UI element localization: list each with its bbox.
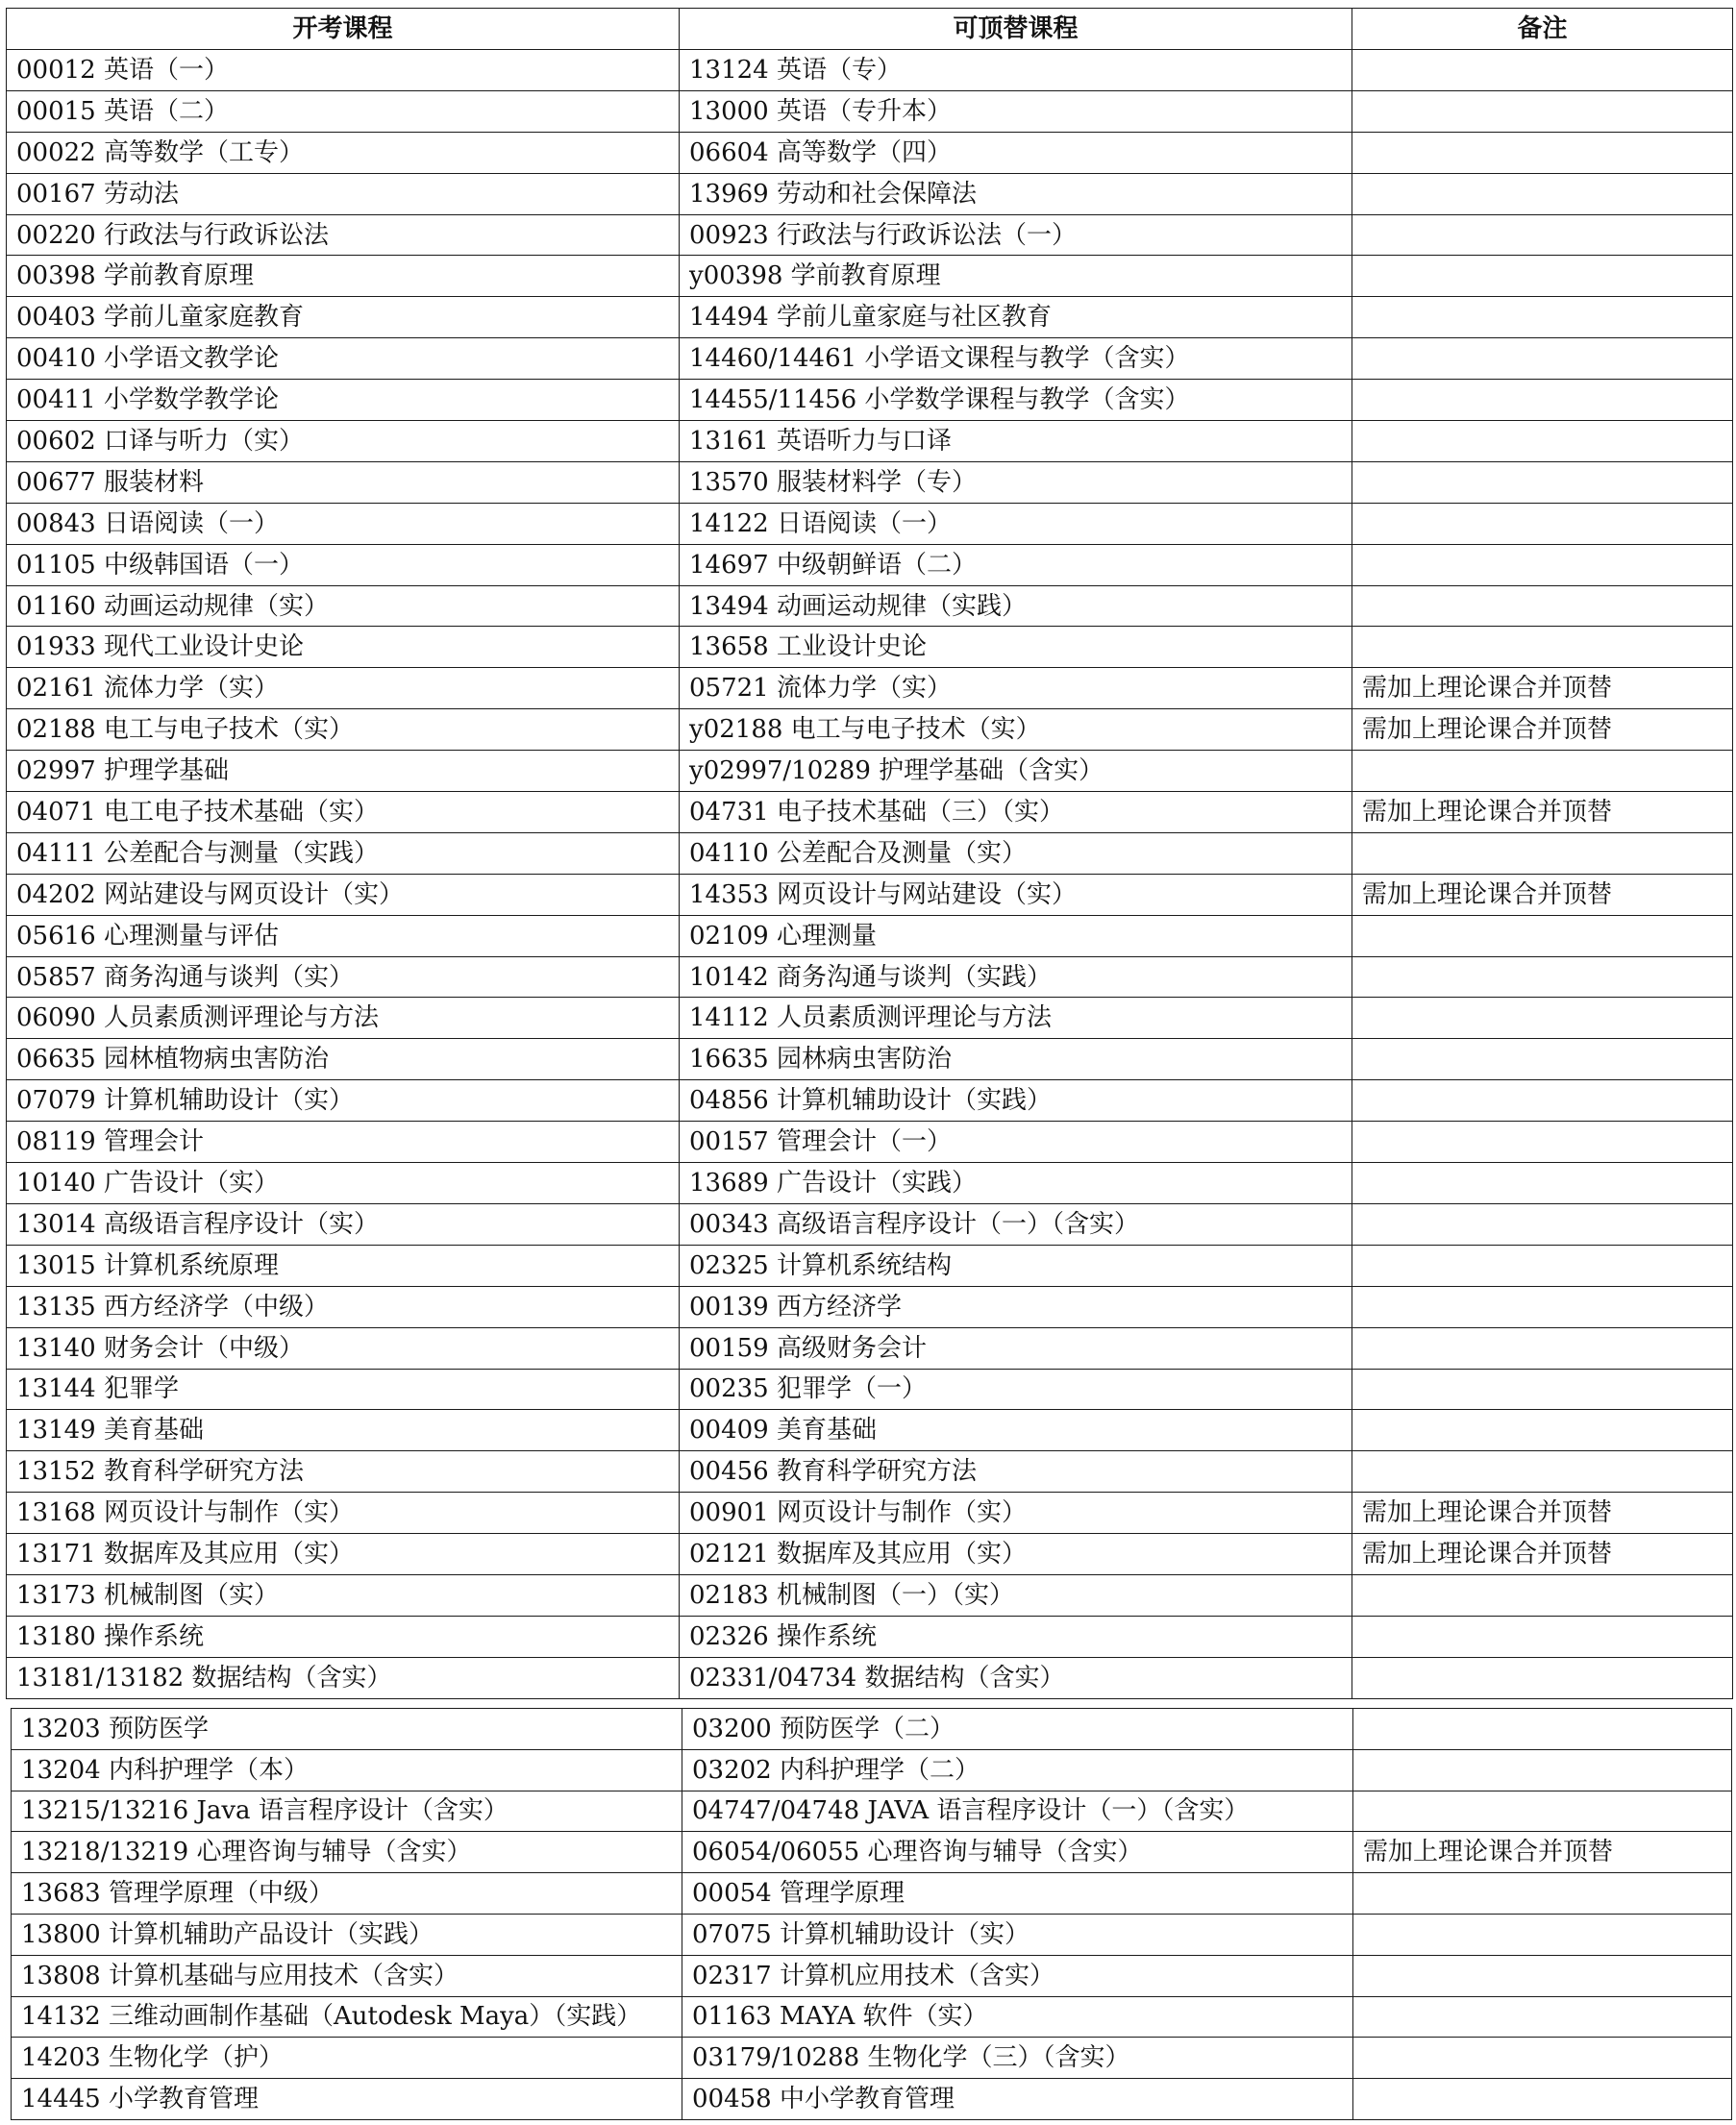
exam-course-cell: 01933 现代工业设计史论 — [7, 627, 680, 668]
table-row — [12, 2079, 1732, 2120]
table-row — [7, 214, 1733, 256]
substitute-course-cell: 06054/06055 心理咨询与辅导（含实） — [682, 1832, 1353, 1873]
substitute-course-cell: 05721 流体力学（实） — [680, 668, 1352, 709]
substitute-course-cell: 00139 西方经济学 — [680, 1286, 1352, 1327]
remarks-cell — [1352, 214, 1733, 256]
remarks-cell: 需加上理论课合并顶替 — [1352, 1534, 1733, 1575]
table-row — [7, 1080, 1733, 1122]
substitute-course-cell: 02317 计算机应用技术（含实） — [682, 1955, 1353, 1996]
substitute-course-cell: 03202 内科护理学（二） — [682, 1749, 1353, 1791]
remarks-cell — [1352, 1369, 1733, 1410]
remarks-cell: 需加上理论课合并顶替 — [1352, 874, 1733, 915]
table-row — [7, 132, 1733, 173]
exam-course-cell: 13173 机械制图（实） — [7, 1574, 680, 1616]
remarks-cell — [1352, 1163, 1733, 1204]
exam-course-cell: 02188 电工与电子技术（实） — [7, 709, 680, 751]
remarks-cell — [1352, 1327, 1733, 1369]
table-row — [7, 1574, 1733, 1616]
substitute-course-cell: 01163 MAYA 软件（实） — [682, 1996, 1353, 2038]
table-row — [12, 1791, 1732, 1832]
table-row — [7, 1122, 1733, 1163]
substitute-course-cell: y02997/10289 护理学基础（含实） — [680, 751, 1352, 792]
remarks-cell — [1352, 1451, 1733, 1493]
remarks-cell — [1352, 1410, 1733, 1451]
exam-course-cell: 13181/13182 数据结构（含实） — [7, 1657, 680, 1698]
substitute-course-cell: 00157 管理会计（一） — [680, 1122, 1352, 1163]
remarks-cell — [1352, 1286, 1733, 1327]
remarks-cell — [1352, 461, 1733, 503]
table-row — [7, 1534, 1733, 1575]
exam-course-cell: 13144 犯罪学 — [7, 1369, 680, 1410]
table-row — [7, 1451, 1733, 1493]
substitute-course-cell: 04731 电子技术基础（三）（实） — [680, 792, 1352, 833]
table-row — [7, 421, 1733, 462]
exam-course-cell: 05616 心理测量与评估 — [7, 915, 680, 956]
table-row — [7, 915, 1733, 956]
remarks-cell — [1353, 2079, 1732, 2120]
exam-course-cell: 13180 操作系统 — [7, 1616, 680, 1657]
remarks-cell — [1352, 1122, 1733, 1163]
table-row — [12, 1749, 1732, 1791]
table-row — [7, 338, 1733, 380]
table-row — [12, 2038, 1732, 2079]
substitute-course-cell: 06604 高等数学（四） — [680, 132, 1352, 173]
substitute-course-cell: 14122 日语阅读（一） — [680, 503, 1352, 544]
exam-course-cell: 04111 公差配合与测量（实践） — [7, 832, 680, 874]
table-row — [7, 380, 1733, 421]
substitute-course-cell: 00054 管理学原理 — [682, 1873, 1353, 1915]
remarks-cell — [1352, 1080, 1733, 1122]
exam-course-cell: 00022 高等数学（工专） — [7, 132, 680, 173]
remarks-cell — [1353, 1996, 1732, 2038]
remarks-cell — [1352, 421, 1733, 462]
exam-course-cell: 08119 管理会计 — [7, 1122, 680, 1163]
exam-course-cell: 00602 口译与听力（实） — [7, 421, 680, 462]
exam-course-cell: 04202 网站建设与网页设计（实） — [7, 874, 680, 915]
remarks-cell: 需加上理论课合并顶替 — [1352, 709, 1733, 751]
substitute-course-cell: 00409 美育基础 — [680, 1410, 1352, 1451]
substitute-course-cell: 02325 计算机系统结构 — [680, 1245, 1352, 1286]
exam-course-cell: 14203 生物化学（护） — [12, 2038, 682, 2079]
exam-course-cell: 13014 高级语言程序设计（实） — [7, 1203, 680, 1245]
substitute-course-cell: 00458 中小学教育管理 — [682, 2079, 1353, 2120]
exam-course-cell: 00167 劳动法 — [7, 173, 680, 214]
remarks-cell: 需加上理论课合并顶替 — [1352, 1493, 1733, 1534]
remarks-cell — [1352, 50, 1733, 91]
remarks-cell — [1352, 956, 1733, 998]
exam-course-cell: 13218/13219 心理咨询与辅导（含实） — [12, 1832, 682, 1873]
exam-course-cell: 01105 中级韩国语（一） — [7, 544, 680, 585]
exam-course-cell: 00411 小学数学教学论 — [7, 380, 680, 421]
exam-course-cell: 13683 管理学原理（中级） — [12, 1873, 682, 1915]
remarks-cell — [1352, 256, 1733, 297]
substitute-course-cell: 00923 行政法与行政诉讼法（一） — [680, 214, 1352, 256]
substitute-course-cell: 02331/04734 数据结构（含实） — [680, 1657, 1352, 1698]
exam-course-cell: 13808 计算机基础与应用技术（含实） — [12, 1955, 682, 1996]
exam-course-cell: 13149 美育基础 — [7, 1410, 680, 1451]
remarks-cell — [1352, 503, 1733, 544]
substitute-course-cell: 00159 高级财务会计 — [680, 1327, 1352, 1369]
substitute-course-cell: 14112 人员素质测评理论与方法 — [680, 998, 1352, 1039]
table-row — [7, 1657, 1733, 1698]
table-row — [12, 1709, 1732, 1750]
exam-course-cell: 13015 计算机系统原理 — [7, 1245, 680, 1286]
table-row — [7, 1245, 1733, 1286]
remarks-cell — [1353, 1914, 1732, 1955]
header-remarks: 备注 — [1352, 9, 1733, 50]
table-row — [7, 751, 1733, 792]
remarks-cell — [1352, 832, 1733, 874]
exam-course-cell: 02161 流体力学（实） — [7, 668, 680, 709]
remarks-cell — [1353, 1955, 1732, 1996]
remarks-cell — [1352, 1657, 1733, 1698]
substitute-course-cell: 14697 中级朝鲜语（二） — [680, 544, 1352, 585]
substitute-course-cell: 00235 犯罪学（一） — [680, 1369, 1352, 1410]
table-row — [7, 792, 1733, 833]
table-row — [7, 1203, 1733, 1245]
table-row — [7, 173, 1733, 214]
course-substitution-table-part-2 — [11, 1708, 1732, 2120]
table-row — [7, 461, 1733, 503]
remarks-cell — [1352, 90, 1733, 132]
exam-course-cell: 00843 日语阅读（一） — [7, 503, 680, 544]
substitute-course-cell: 13494 动画运动规律（实践） — [680, 585, 1352, 627]
exam-course-cell: 02997 护理学基础 — [7, 751, 680, 792]
substitute-course-cell: 13161 英语听力与口译 — [680, 421, 1352, 462]
exam-course-cell: 00398 学前教育原理 — [7, 256, 680, 297]
table-row — [7, 1163, 1733, 1204]
remarks-cell — [1353, 1749, 1732, 1791]
exam-course-cell: 14132 三维动画制作基础（Autodesk Maya）（实践） — [12, 1996, 682, 2038]
table-row — [7, 1039, 1733, 1080]
remarks-cell — [1353, 1873, 1732, 1915]
exam-course-cell: 00012 英语（一） — [7, 50, 680, 91]
remarks-cell — [1353, 2038, 1732, 2079]
substitute-course-cell: 10142 商务沟通与谈判（实践） — [680, 956, 1352, 998]
remarks-cell — [1352, 627, 1733, 668]
table-row — [12, 1873, 1732, 1915]
exam-course-cell: 06090 人员素质测评理论与方法 — [7, 998, 680, 1039]
remarks-cell — [1352, 1574, 1733, 1616]
table-row — [7, 1493, 1733, 1534]
exam-course-cell: 05857 商务沟通与谈判（实） — [7, 956, 680, 998]
substitute-course-cell: 14455/11456 小学数学课程与教学（含实） — [680, 380, 1352, 421]
substitute-course-cell: y02188 电工与电子技术（实） — [680, 709, 1352, 751]
remarks-cell — [1352, 1245, 1733, 1286]
substitute-course-cell: 02183 机械制图（一）（实） — [680, 1574, 1352, 1616]
exam-course-cell: 13140 财务会计（中级） — [7, 1327, 680, 1369]
remarks-cell — [1352, 544, 1733, 585]
substitute-course-cell: 04110 公差配合及测量（实） — [680, 832, 1352, 874]
table-row — [7, 1616, 1733, 1657]
table-row — [7, 1410, 1733, 1451]
table-row — [7, 668, 1733, 709]
exam-course-cell: 13203 预防医学 — [12, 1709, 682, 1750]
table-row — [7, 709, 1733, 751]
remarks-cell — [1352, 915, 1733, 956]
table-row — [7, 1327, 1733, 1369]
remarks-cell — [1352, 585, 1733, 627]
substitute-course-cell: y00398 学前教育原理 — [680, 256, 1352, 297]
remarks-cell — [1352, 380, 1733, 421]
exam-course-cell: 10140 广告设计（实） — [7, 1163, 680, 1204]
exam-course-cell: 13152 教育科学研究方法 — [7, 1451, 680, 1493]
substitute-course-cell: 14460/14461 小学语文课程与教学（含实） — [680, 338, 1352, 380]
table-row — [12, 1914, 1732, 1955]
table-row — [7, 998, 1733, 1039]
substitute-course-cell: 14494 学前儿童家庭与社区教育 — [680, 297, 1352, 338]
header-substitute-course: 可顶替课程 — [680, 9, 1352, 50]
substitute-course-cell: 14353 网页设计与网站建设（实） — [680, 874, 1352, 915]
exam-course-cell: 07079 计算机辅助设计（实） — [7, 1080, 680, 1122]
exam-course-cell: 06635 园林植物病虫害防治 — [7, 1039, 680, 1080]
remarks-cell — [1353, 1791, 1732, 1832]
exam-course-cell: 00403 学前儿童家庭教育 — [7, 297, 680, 338]
table-row — [7, 832, 1733, 874]
exam-course-cell: 14445 小学教育管理 — [12, 2079, 682, 2120]
table-row — [12, 1996, 1732, 2038]
substitute-course-cell: 03200 预防医学（二） — [682, 1709, 1353, 1750]
exam-course-cell: 00015 英语（二） — [7, 90, 680, 132]
substitute-course-cell: 13124 英语（专） — [680, 50, 1352, 91]
table-row — [7, 256, 1733, 297]
exam-course-cell: 13135 西方经济学（中级） — [7, 1286, 680, 1327]
substitute-course-cell: 00901 网页设计与制作（实） — [680, 1493, 1352, 1534]
header-exam-course: 开考课程 — [7, 9, 680, 50]
substitute-course-cell: 02121 数据库及其应用（实） — [680, 1534, 1352, 1575]
substitute-course-cell: 13000 英语（专升本） — [680, 90, 1352, 132]
exam-course-cell: 13171 数据库及其应用（实） — [7, 1534, 680, 1575]
substitute-course-cell: 00456 教育科学研究方法 — [680, 1451, 1352, 1493]
table-row — [7, 627, 1733, 668]
exam-course-cell: 13800 计算机辅助产品设计（实践） — [12, 1914, 682, 1955]
course-substitution-table-part-1 — [6, 8, 1733, 1699]
table-row — [12, 1955, 1732, 1996]
remarks-cell — [1352, 1616, 1733, 1657]
table-row — [7, 90, 1733, 132]
substitute-course-cell: 03179/10288 生物化学（三）（含实） — [682, 2038, 1353, 2079]
remarks-cell — [1352, 1039, 1733, 1080]
table-row — [12, 1832, 1732, 1873]
table-row — [7, 1369, 1733, 1410]
remarks-cell — [1352, 338, 1733, 380]
exam-course-cell: 04071 电工电子技术基础（实） — [7, 792, 680, 833]
substitute-course-cell: 07075 计算机辅助设计（实） — [682, 1914, 1353, 1955]
exam-course-cell: 00677 服装材料 — [7, 461, 680, 503]
remarks-cell — [1352, 173, 1733, 214]
exam-course-cell: 01160 动画运动规律（实） — [7, 585, 680, 627]
table-row — [7, 544, 1733, 585]
exam-course-cell: 13168 网页设计与制作（实） — [7, 1493, 680, 1534]
substitute-course-cell: 13570 服装材料学（专） — [680, 461, 1352, 503]
remarks-cell — [1352, 1203, 1733, 1245]
substitute-course-cell: 02109 心理测量 — [680, 915, 1352, 956]
table-row — [7, 297, 1733, 338]
exam-course-cell: 13204 内科护理学（本） — [12, 1749, 682, 1791]
header-row — [7, 9, 1733, 50]
substitute-course-cell: 13658 工业设计史论 — [680, 627, 1352, 668]
substitute-course-cell: 16635 园林病虫害防治 — [680, 1039, 1352, 1080]
remarks-cell — [1352, 751, 1733, 792]
substitute-course-cell: 13969 劳动和社会保障法 — [680, 173, 1352, 214]
substitute-course-cell: 04856 计算机辅助设计（实践） — [680, 1080, 1352, 1122]
remarks-cell — [1352, 297, 1733, 338]
remarks-cell — [1352, 132, 1733, 173]
table-row — [7, 503, 1733, 544]
substitute-course-cell: 00343 高级语言程序设计（一）（含实） — [680, 1203, 1352, 1245]
substitute-course-cell: 04747/04748 JAVA 语言程序设计（一）（含实） — [682, 1791, 1353, 1832]
table-row — [7, 1286, 1733, 1327]
table-row — [7, 956, 1733, 998]
remarks-cell: 需加上理论课合并顶替 — [1352, 668, 1733, 709]
table-row — [7, 585, 1733, 627]
remarks-cell: 需加上理论课合并顶替 — [1353, 1832, 1732, 1873]
substitute-course-cell: 02326 操作系统 — [680, 1616, 1352, 1657]
remarks-cell — [1353, 1709, 1732, 1750]
exam-course-cell: 13215/13216 Java 语言程序设计（含实） — [12, 1791, 682, 1832]
remarks-cell: 需加上理论课合并顶替 — [1352, 792, 1733, 833]
exam-course-cell: 00410 小学语文教学论 — [7, 338, 680, 380]
remarks-cell — [1352, 998, 1733, 1039]
table-row — [7, 50, 1733, 91]
substitute-course-cell: 13689 广告设计（实践） — [680, 1163, 1352, 1204]
table-row — [7, 874, 1733, 915]
exam-course-cell: 00220 行政法与行政诉讼法 — [7, 214, 680, 256]
